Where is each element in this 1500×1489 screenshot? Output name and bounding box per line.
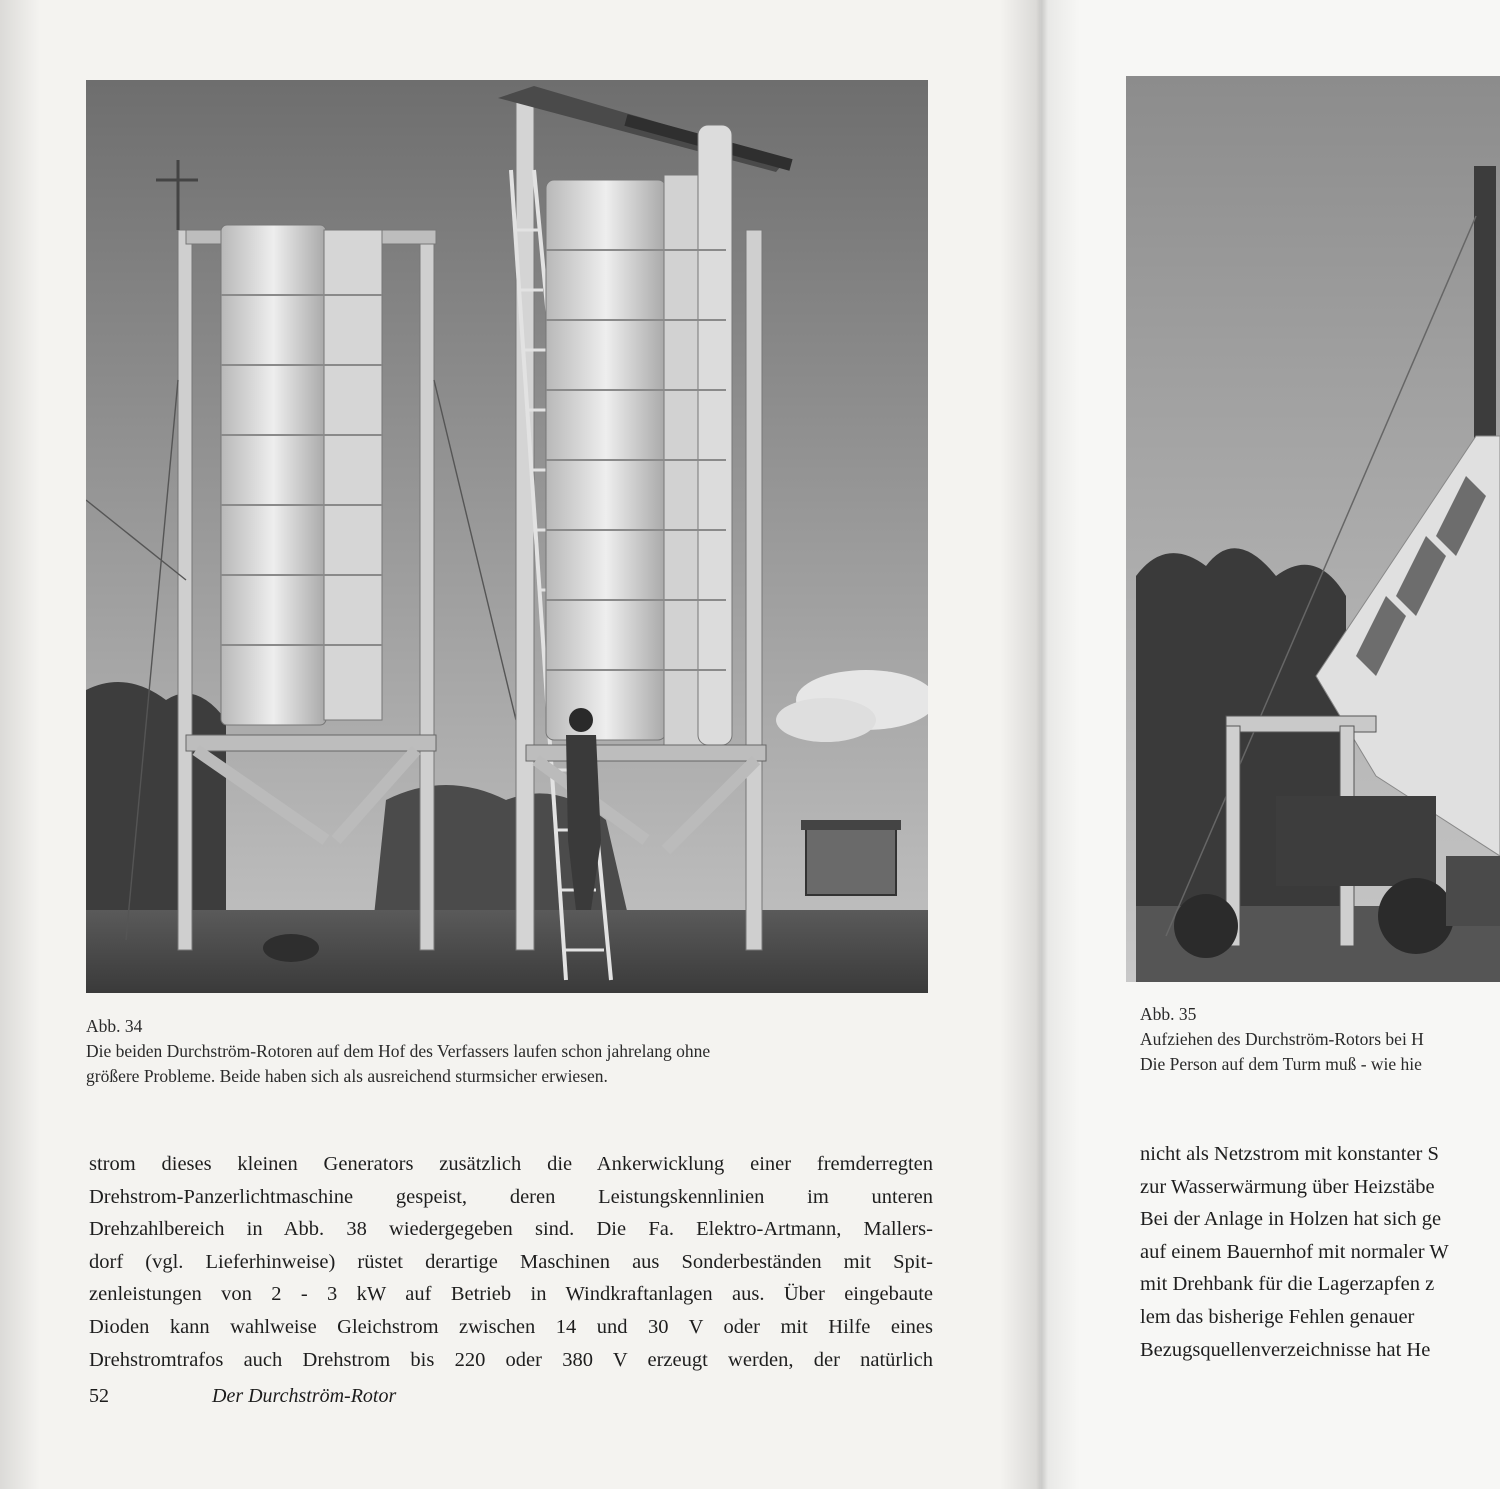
- body-line: mit Drehbank für die Lagerzapfen z: [1140, 1273, 1435, 1296]
- body-line: strom dieses kleinen Generators zusätzlich die Ankerwicklung einer fremderregten: [89, 1153, 933, 1175]
- body-line: Drehstrom-Panzerlichtmaschine gespeist, deren Leistungskennlinien im unteren: [89, 1185, 933, 1208]
- caption-line: Aufziehen des Durchström-Rotors bei H: [1140, 1029, 1424, 1049]
- left-body-text: [89, 1148, 933, 1376]
- figure-35-photo: [1126, 76, 1500, 982]
- caption-line: Die Person auf dem Turm muß - wie hie: [1140, 1054, 1422, 1074]
- body-line: zenleistungen von 2 - 3 kW auf Betrieb in Windkraftanlagen aus. Über eingebaute: [89, 1283, 933, 1306]
- body-line: nicht als Netzstrom mit konstanter S: [1140, 1143, 1439, 1165]
- body-line: Dioden kann wahlweise Gleichstrom zwischen 14 und 30 V oder mit Hilfe eines: [89, 1315, 933, 1338]
- figure-35-caption: [1140, 1002, 1500, 1077]
- body-line: Bei der Anlage in Holzen hat sich ge: [1140, 1208, 1442, 1231]
- body-line: lem das bisherige Fehlen genauer: [1140, 1305, 1415, 1328]
- body-line: auf einem Bauernhof mit normaler W: [1140, 1240, 1449, 1263]
- figure-35-label: Abb. 35: [1140, 1004, 1197, 1024]
- figure-34-caption: [86, 1014, 936, 1089]
- running-title: Der Durchström-Rotor: [212, 1385, 397, 1407]
- page-number: 52: [89, 1385, 109, 1407]
- body-line: Drehstromtrafos auch Drehstrom bis 220 oder 380 V erzeugt werden, der natürlich: [89, 1348, 933, 1371]
- body-line: zur Wasserwärmung über Heizstäbe: [1140, 1175, 1435, 1198]
- body-line: Drehzahlbereich in Abb. 38 wiedergegeben sind. Die Fa. Elektro-Artmann, Mallers-: [89, 1218, 933, 1241]
- body-line: dorf (vgl. Lieferhinweise) rüstet derartige Maschinen aus Sonderbeständen mit Spit-: [89, 1250, 933, 1273]
- caption-line: Die beiden Durchström-Rotoren auf dem Hof des Verfassers laufen schon jahrelang ohne: [86, 1041, 711, 1061]
- caption-line: größere Probleme. Beide haben sich als ausreichend sturmsicher erwiesen.: [86, 1066, 608, 1086]
- body-line: Bezugsquellenverzeichnisse hat He: [1140, 1338, 1431, 1361]
- figure-34-label: Abb. 34: [86, 1016, 143, 1036]
- page-edge-shadow: [0, 0, 40, 1489]
- figure-34-photo: [86, 80, 928, 993]
- right-body-text: [1140, 1138, 1500, 1366]
